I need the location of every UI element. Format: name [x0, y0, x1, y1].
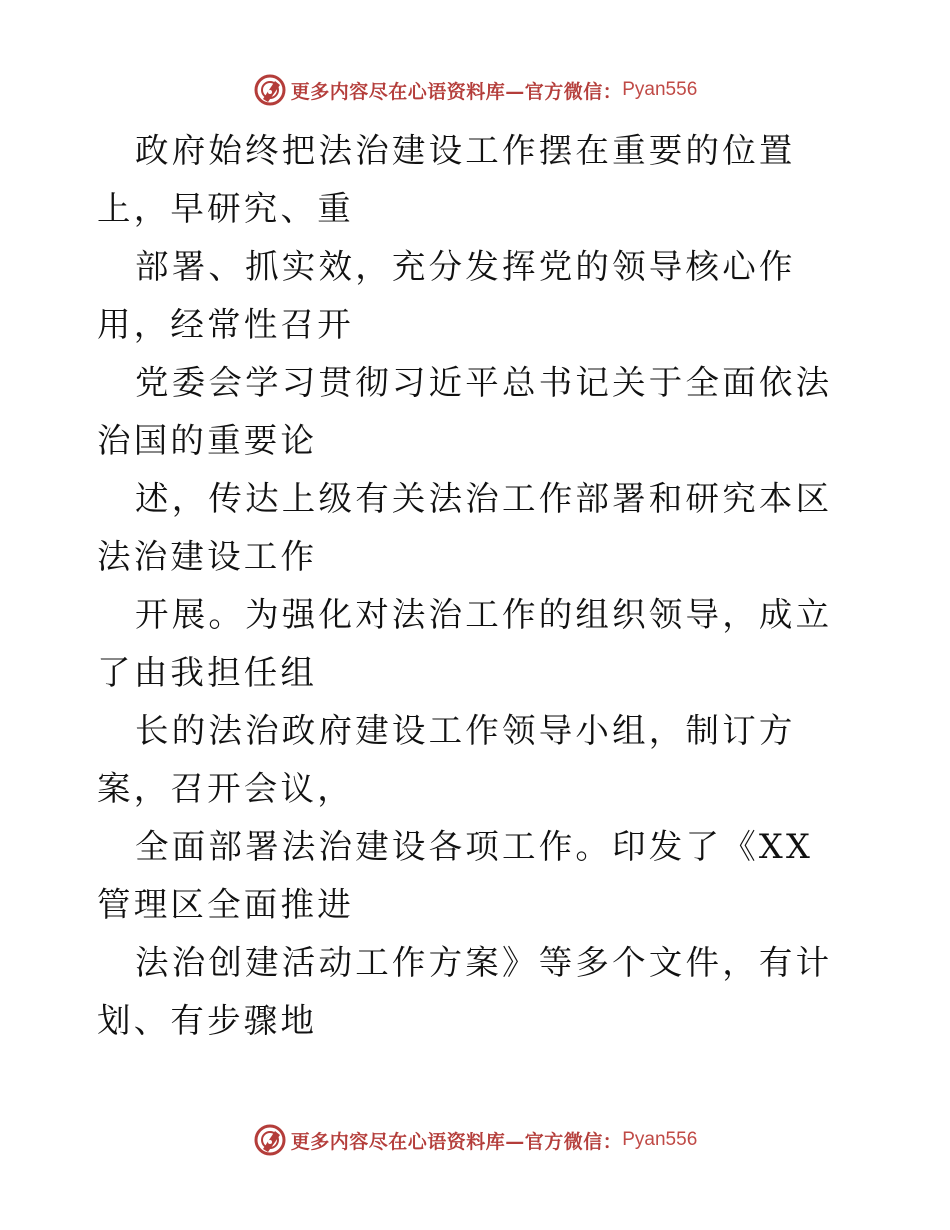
line-continuation: 开会议， — [207, 769, 354, 808]
pen-nib-circle-icon — [253, 73, 287, 107]
paragraph-line-3 — [97, 354, 857, 470]
line-continuation: 区全面推进 — [170, 885, 354, 924]
paragraph-line-5 — [97, 586, 857, 702]
paragraph-line-8 — [97, 934, 857, 1050]
line-text: 部署、抓实效，充分发挥党的领导核心作用，经 — [97, 247, 796, 344]
document-body — [97, 122, 857, 1050]
header-banner — [0, 70, 950, 110]
paragraph-line-7 — [97, 818, 857, 934]
line-text: 法治创建活动工作方案》等多个文件，有计划、 — [97, 943, 833, 1040]
line-continuation: 有步骤地 — [170, 1001, 318, 1040]
paragraph-line-6 — [97, 702, 857, 818]
line-text: 全面部署法治建设各项工作。印发了《XX 管理 — [97, 827, 813, 924]
paragraph-line-4 — [97, 470, 857, 586]
paragraph-line-2 — [97, 238, 857, 354]
line-text: 政府始终把法治建设工作摆在重要的位置上，早 — [97, 131, 796, 228]
header-banner-text: 更多内容尽在心语资料库—官方微信： — [290, 80, 623, 103]
line-text: 长的法治政府建设工作领导小组，制订方案，召 — [97, 711, 796, 808]
paragraph-line-1 — [97, 122, 857, 238]
line-continuation: 的重要论 — [170, 421, 318, 460]
line-continuation: 常性召开 — [207, 305, 354, 344]
footer-banner-text: 更多内容尽在心语资料库—官方微信： — [290, 1130, 623, 1153]
line-continuation: 研究、重 — [207, 189, 354, 228]
pen-nib-circle-icon — [253, 1123, 287, 1157]
line-text: 开展。为强化对法治工作的组织领导，成立了由 — [97, 595, 833, 692]
line-text: 述，传达上级有关法治工作部署和研究本区法治 — [97, 479, 833, 576]
header-wechat-id: Pyan556 — [622, 79, 698, 100]
line-text: 党委会学习贯彻习近平总书记关于全面依法治国 — [97, 363, 833, 460]
line-continuation: 我担任组 — [170, 653, 318, 692]
line-continuation: 建设工作 — [170, 537, 318, 576]
footer-wechat-id: Pyan556 — [622, 1129, 698, 1150]
footer-banner — [0, 1120, 950, 1160]
